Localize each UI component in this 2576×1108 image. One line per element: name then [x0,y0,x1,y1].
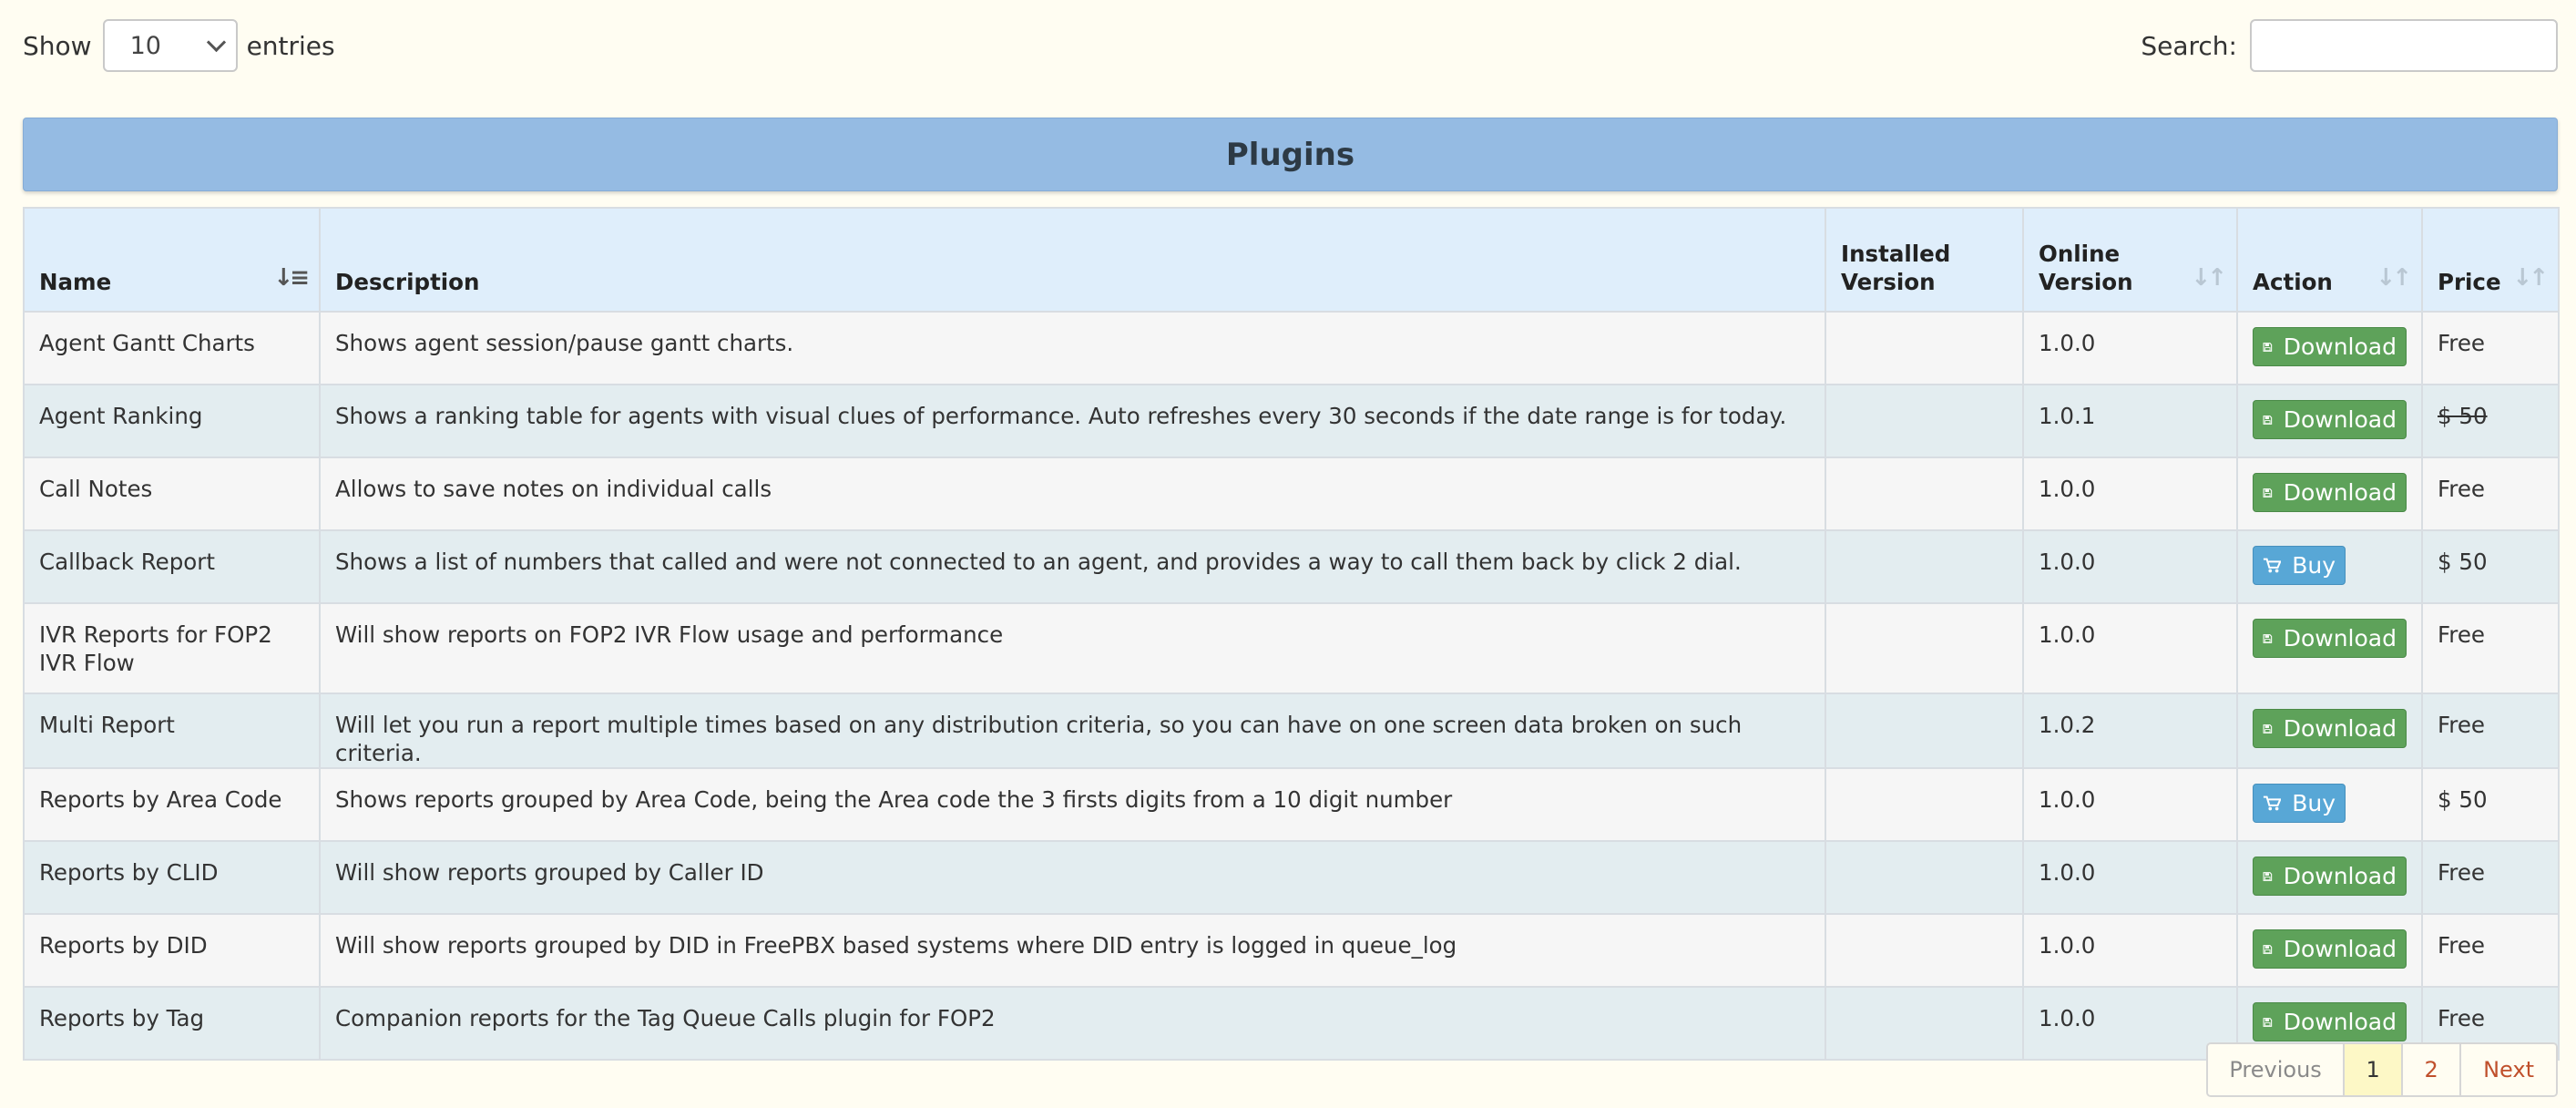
column-header-name[interactable]: Name ↓≡ [24,208,320,312]
download-button-label: Download [2283,625,2397,651]
chevron-down-icon [206,32,225,51]
show-label: Show [23,30,92,61]
plugins-table [23,207,2560,1061]
search-box [2141,18,2558,73]
plugin-name: Reports by Tag [24,987,320,1060]
price: $ 50 [2422,768,2559,841]
column-header-description: Description [320,208,1825,312]
sort-icon: ↓↑ [2376,264,2408,292]
floppy-disk-icon [2263,940,2273,959]
online-version: 1.0.2 [2023,693,2237,768]
price: Free [2422,987,2559,1060]
shopping-cart-icon [2263,557,2281,575]
price: Free [2422,603,2559,693]
action-cell [2237,914,2422,987]
table-row [24,987,2559,1060]
price: $ 50 [2422,385,2559,457]
online-version: 1.0.0 [2023,530,2237,603]
plugin-name: Reports by CLID [24,841,320,914]
buy-button[interactable] [2253,784,2346,823]
plugin-name: Callback Report [24,530,320,603]
price: Free [2422,841,2559,914]
action-cell [2237,841,2422,914]
floppy-disk-icon [2263,630,2273,648]
online-version: 1.0.0 [2023,914,2237,987]
price: Free [2422,312,2559,385]
download-button-label: Download [2283,333,2397,360]
plugin-description: Will show reports grouped by DID in FreePBX based systems where DID entry is logged in queue_log [320,914,1825,987]
download-button[interactable] [2253,1002,2407,1041]
installed-version [1825,385,2023,457]
table-row [24,385,2559,457]
download-button-label: Download [2283,479,2397,506]
online-version: 1.0.0 [2023,457,2237,530]
installed-version [1825,768,2023,841]
table-row [24,914,2559,987]
download-button[interactable] [2253,857,2407,896]
plugin-name: Multi Report [24,693,320,768]
price: Free [2422,914,2559,987]
download-button-label: Download [2283,936,2397,962]
table-controls [23,18,2558,73]
buy-button[interactable] [2253,546,2346,585]
pagination [2206,1042,2558,1097]
plugin-description: Will show reports on FOP2 IVR Flow usage and performance [320,603,1825,693]
action-cell [2237,457,2422,530]
table-header-row [24,208,2559,312]
download-button-label: Download [2283,1009,2397,1035]
sort-icon: ↓↑ [2191,264,2223,292]
shopping-cart-icon [2263,795,2281,813]
online-version: 1.0.0 [2023,603,2237,693]
plugin-name: Agent Ranking [24,385,320,457]
download-button[interactable] [2253,619,2407,658]
column-header-online-version[interactable]: Online Version ↓↑ [2023,208,2237,312]
table-row [24,457,2559,530]
action-cell [2237,603,2422,693]
table-row [24,768,2559,841]
plugin-description: Shows agent session/pause gantt charts. [320,312,1825,385]
floppy-disk-icon [2263,338,2273,356]
download-button[interactable] [2253,929,2407,969]
entries-select[interactable] [103,19,238,72]
online-version: 1.0.0 [2023,987,2237,1060]
sort-icon: ↓↑ [2512,264,2545,292]
table-row [24,841,2559,914]
search-input[interactable] [2250,19,2558,72]
column-header-price[interactable]: Price ↓↑ [2422,208,2559,312]
floppy-disk-icon [2263,867,2273,886]
plugin-description: Shows reports grouped by Area Code, being the Area code the 3 firsts digits from a 10 digit number [320,768,1825,841]
floppy-disk-icon [2263,484,2273,502]
next-page-button[interactable]: Next [2459,1044,2556,1095]
price: Free [2422,693,2559,768]
download-button-label: Download [2283,406,2397,433]
download-button[interactable] [2253,473,2407,512]
floppy-disk-icon [2263,1013,2273,1031]
plugin-description: Shows a list of numbers that called and were not connected to an agent, and provides a way to call them back by click 2 dial. [320,530,1825,603]
installed-version [1825,693,2023,768]
online-version: 1.0.0 [2023,841,2237,914]
action-cell [2237,385,2422,457]
column-header-installed-version: Installed Version [1825,208,2023,312]
previous-page-button[interactable]: Previous [2208,1044,2343,1095]
plugin-name: Reports by Area Code [24,768,320,841]
action-cell [2237,312,2422,385]
entries-select-value: 10 [129,31,161,60]
plugin-name: Agent Gantt Charts [24,312,320,385]
panel-title: Plugins [23,118,2558,191]
download-button[interactable] [2253,400,2407,439]
length-menu [23,18,335,73]
download-button-label: Download [2283,863,2397,889]
online-version: 1.0.0 [2023,768,2237,841]
floppy-disk-icon [2263,720,2273,738]
sort-asc-icon: ↓≡ [273,264,306,292]
floppy-disk-icon [2263,411,2273,429]
action-cell [2237,530,2422,603]
table-row [24,530,2559,603]
installed-version [1825,312,2023,385]
installed-version [1825,603,2023,693]
download-button[interactable] [2253,709,2407,748]
action-cell [2237,768,2422,841]
online-version: 1.0.1 [2023,385,2237,457]
table-row [24,693,2559,768]
plugin-description: Allows to save notes on individual calls [320,457,1825,530]
plugin-description: Will show reports grouped by Caller ID [320,841,1825,914]
entries-label: entries [246,30,335,61]
download-button[interactable] [2253,327,2407,366]
installed-version [1825,841,2023,914]
search-label: Search: [2141,30,2237,61]
plugin-name: Reports by DID [24,914,320,987]
table-row [24,603,2559,693]
action-cell [2237,693,2422,768]
plugin-description: Will let you run a report multiple times based on any distribution criteria, so you can have on one screen data broken on such criteria. [320,693,1825,768]
installed-version [1825,987,2023,1060]
price: $ 50 [2422,530,2559,603]
buy-button-label: Buy [2292,552,2336,579]
installed-version [1825,457,2023,530]
installed-version [1825,914,2023,987]
table-row [24,312,2559,385]
online-version: 1.0.0 [2023,312,2237,385]
price: Free [2422,457,2559,530]
page-button-2[interactable]: 2 [2401,1044,2459,1095]
plugin-description: Companion reports for the Tag Queue Calls plugin for FOP2 [320,987,1825,1060]
buy-button-label: Buy [2292,790,2336,816]
download-button-label: Download [2283,715,2397,742]
installed-version [1825,530,2023,603]
column-header-action[interactable]: Action ↓↑ [2237,208,2422,312]
plugin-name: Call Notes [24,457,320,530]
page-button-1[interactable]: 1 [2343,1044,2401,1095]
plugin-description: Shows a ranking table for agents with visual clues of performance. Auto refreshes every 30 seconds if the date range is for today. [320,385,1825,457]
plugin-name: IVR Reports for FOP2 IVR Flow [24,603,320,693]
